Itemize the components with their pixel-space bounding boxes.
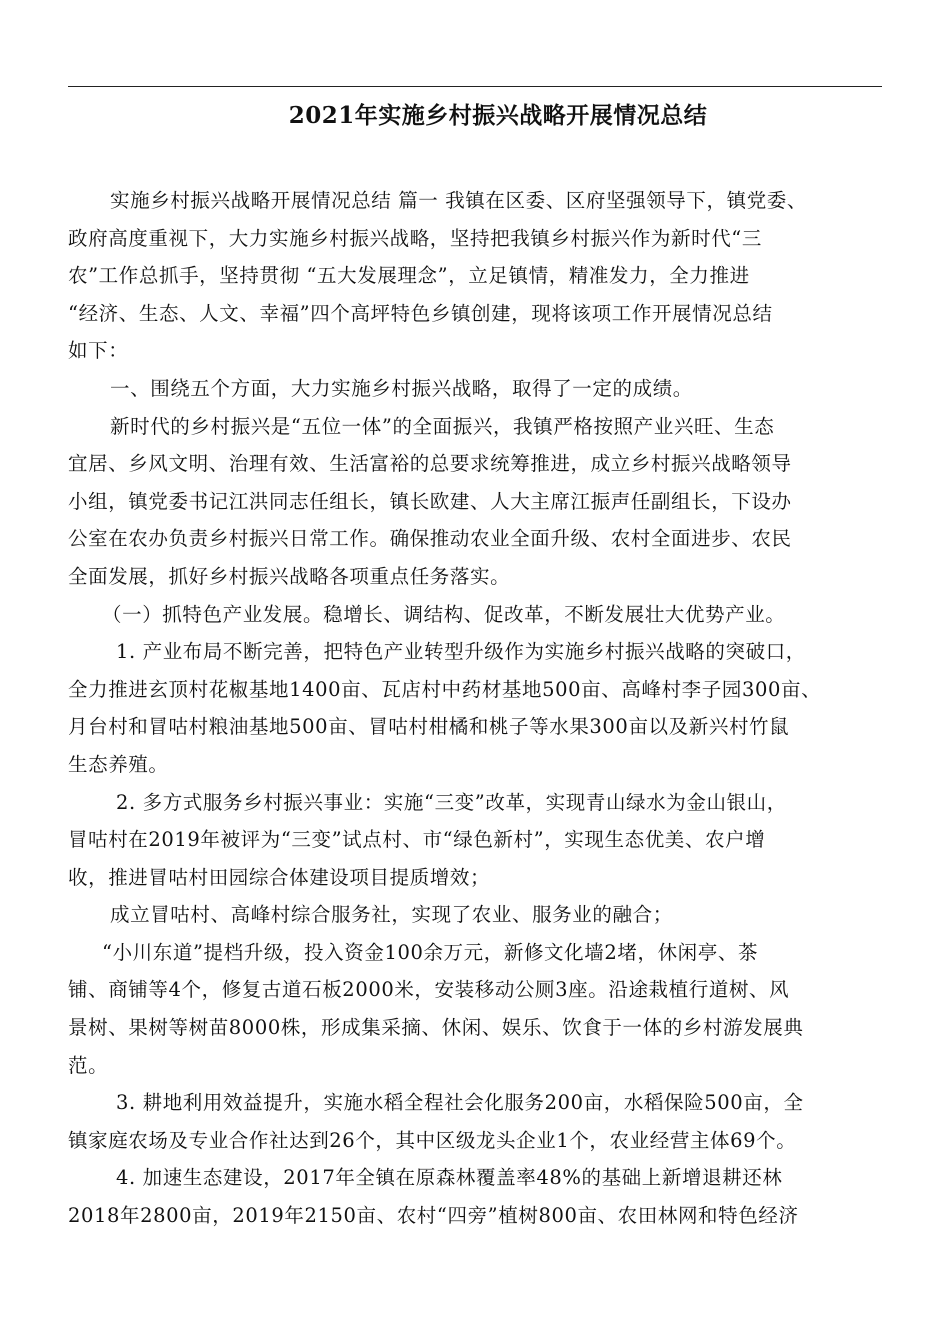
paragraph-line: “小川东道”提档升级，投入资金100余万元，新修文化墙2堵，休闲亭、茶: [102, 940, 759, 964]
paragraph-line: 成立冒咕村、高峰村综合服务社，实现了农业、服务业的融合；: [110, 903, 673, 927]
paragraph-line: 全力推进玄顶村花椒基地1400亩、瓦店村中药材基地500亩、高峰村李子园300亩、: [68, 677, 822, 701]
paragraph-line: 全面发展，抓好乡村振兴战略各项重点任务落实。: [68, 564, 511, 588]
section-heading: 一、围绕五个方面，大力实施乡村振兴战略，取得了一定的成绩。: [110, 376, 693, 400]
paragraph-line: 如下：: [68, 339, 129, 363]
paragraph-line: 3. 耕地利用效益提升，实施水稻全程社会化服务200亩，水稻保险500亩，全: [116, 1091, 804, 1115]
paragraph-line: 收，推进冒咕村田园综合体建设项目提质增效；: [68, 865, 491, 889]
paragraph-line: 政府高度重视下，大力实施乡村振兴战略，坚持把我镇乡村振兴作为新时代“三: [68, 226, 762, 250]
paragraph-line: 1. 产业布局不断完善，把特色产业转型升级作为实施乡村振兴战略的突破口，: [116, 640, 806, 664]
document-body: [68, 182, 894, 1235]
paragraph-line: 小组，镇党委书记江洪同志任组长，镇长欧建、人大主席江振声任副组长，下设办: [68, 489, 792, 513]
header-rule: [68, 86, 882, 87]
paragraph-line: 2018年2800亩，2019年2150亩、农村“四旁”植树800亩、农田林网和特色经济: [68, 1204, 799, 1228]
subsection-heading: （一）抓特色产业发展。稳增长、调结构、促改革，不断发展壮大优势产业。: [102, 602, 786, 626]
paragraph-line: 冒咕村在2019年被评为“三变”试点村、市“绿色新村”，实现生态优美、农户增: [68, 828, 766, 852]
paragraph-line: 公室在农办负责乡村振兴日常工作。确保推动农业全面升级、农村全面进步、农民: [68, 527, 792, 551]
paragraph-line: 生态养殖。: [68, 752, 169, 776]
paragraph-line: 月台村和冒咕村粮油基地500亩、冒咕村柑橘和桃子等水果300亩以及新兴村竹鼠: [68, 715, 790, 739]
paragraph-line: 实施乡村振兴战略开展情况总结 篇一 我镇在区委、区府坚强领导下，镇党委、: [110, 189, 807, 212]
paragraph-line: “经济、生态、人文、幸福”四个高坪特色乡镇创建，现将该项工作开展情况总结: [68, 301, 773, 325]
paragraph-line: 镇家庭农场及专业合作社达到26个，其中区级龙头企业1个，农业经营主体69个。: [68, 1128, 797, 1152]
paragraph-line: 景树、果树等树苗8000株，形成集采摘、休闲、娱乐、饮食于一体的乡村游发展典: [68, 1016, 804, 1040]
paragraph-line: 2. 多方式服务乡村振兴事业：实施“三变”改革，实现青山绿水为金山银山，: [116, 790, 787, 814]
paragraph-line: 宜居、乡风文明、治理有效、生活富裕的总要求统筹推进，成立乡村振兴战略领导: [68, 452, 792, 476]
document-title: 2021年实施乡村振兴战略开展情况总结: [288, 102, 708, 129]
paragraph-line: 新时代的乡村振兴是“五位一体”的全面振兴，我镇严格按照产业兴旺、生态: [110, 414, 775, 438]
paragraph-line: 农”工作总抓手，坚持贯彻 “五大发展理念”，立足镇情，精准发力，全力推进: [68, 264, 750, 288]
paragraph-line: 4. 加速生态建设，2017年全镇在原森林覆盖率48%的基础上新增退耕还林: [116, 1166, 783, 1190]
paragraph-line: 铺、商铺等4个，修复古道石板2000米，安装移动公厕3座。沿途栽植行道树、风: [68, 978, 790, 1002]
paragraph-line: 范。: [68, 1053, 109, 1077]
